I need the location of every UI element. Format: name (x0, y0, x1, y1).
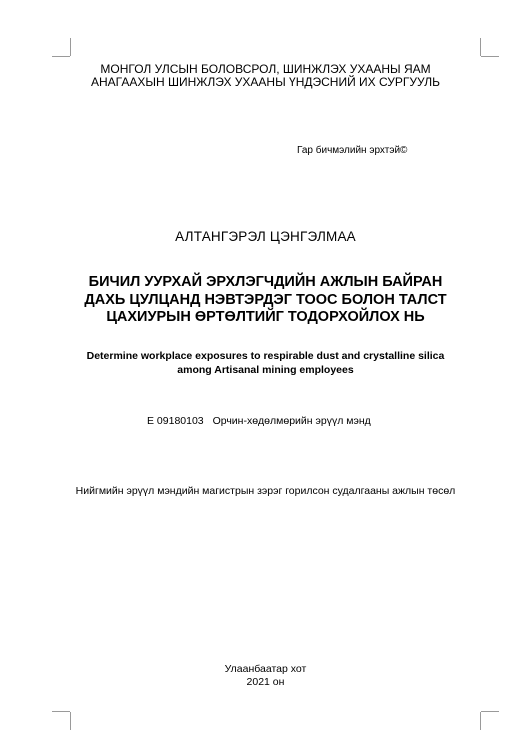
crop-mark-top-left (70, 38, 71, 56)
title-line: БИЧИЛ УУРХАЙ ЭРХЛЭГЧДИЙН АЖЛЫН БАЙРАН (88, 274, 443, 290)
title-line: ДАХЬ ЦУЛЦАНД НЭВТЭРДЭГ ТООС БОЛОН ТАЛСТ (84, 291, 447, 308)
specialty-code: Е 09180103 (147, 415, 204, 427)
crop-mark-bottom-left (52, 711, 70, 712)
degree-purpose: Нийгмийн эрүүл мэндийн магистрын зэрэг горилсон судалгааны ажлын төсөл (75, 485, 456, 497)
rights-note: Гар бичмэлийн эрхтэй© (297, 145, 408, 156)
crop-mark-top-right (481, 56, 499, 57)
title-en-line: among Artisanal mining employees (177, 364, 354, 376)
crop-mark-top-right (480, 38, 481, 56)
university-name: АНАГААХЫН ШИНЖЛЭХ УХААНЫ ҮНДЭСНИЙ ИХ СУРГУУЛЬ (90, 75, 441, 89)
institution-header (0, 63, 531, 89)
city: Улаанбаатар хот (224, 663, 307, 675)
ministry-name: МОНГОЛ УЛСЫН БОЛОВСРОЛ, ШИНЖЛЭХ УХААНЫ ЯАМ (100, 62, 431, 76)
author-name: АЛТАНГЭРЭЛ ЦЭНГЭЛМАА (175, 229, 356, 244)
specialty-name: Орчин-хөдөлмөрийн эрүүл мэнд (212, 415, 371, 427)
title-en-line: Determine workplace exposures to respirable dust and crystalline silica (86, 350, 445, 362)
thesis-title-mongolian (0, 274, 531, 327)
title-line: ЦАХИУРЫН ӨРТӨЛТИЙГ ТОДОРХОЙЛОХ НЬ (106, 309, 425, 325)
crop-mark-bottom-left (70, 712, 71, 730)
place-and-year (0, 663, 531, 689)
crop-mark-top-left (52, 56, 70, 57)
crop-mark-bottom-right (480, 712, 481, 730)
crop-mark-bottom-right (481, 711, 499, 712)
thesis-title-english (0, 349, 531, 377)
specialty-code-line (147, 415, 371, 427)
year: 2021 он (246, 676, 285, 688)
